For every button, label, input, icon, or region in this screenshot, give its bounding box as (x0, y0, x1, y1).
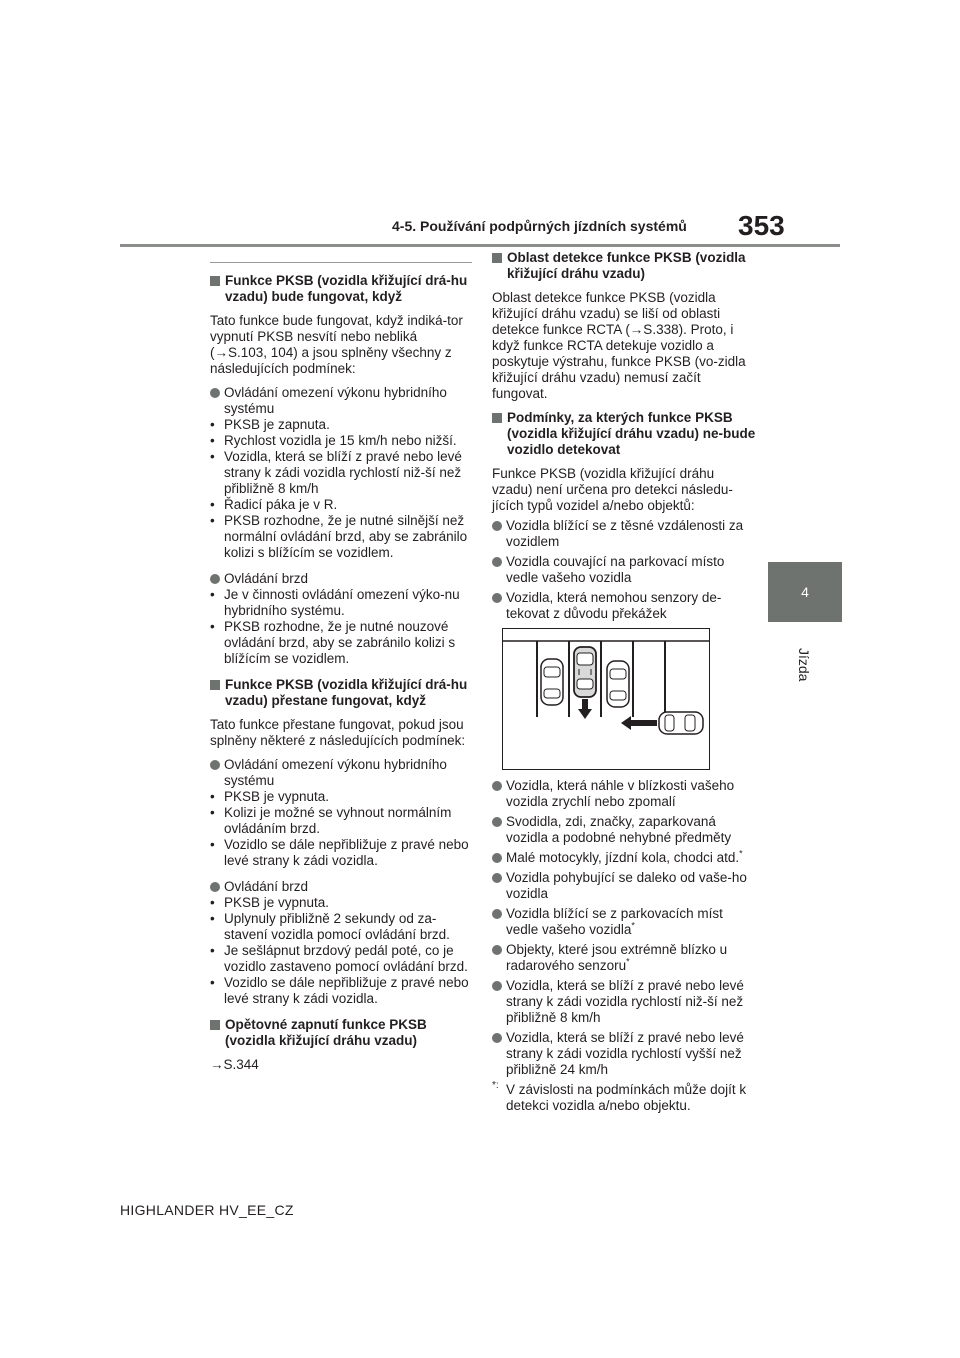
bullet-icon: • (210, 805, 215, 820)
arrow-down-icon (578, 699, 592, 719)
square-bullet-icon (210, 1020, 220, 1030)
circle-bullet-icon (210, 882, 220, 892)
sub-item (210, 449, 472, 497)
list-item (492, 978, 758, 1026)
sub-item-text: PKSB je vypnuta. (224, 789, 330, 804)
list-item-text: Vozidla, která se blíží z pravé nebo levé strany k zádi vozidla rychlostí vyšší než přibližně 24 km/h (506, 1030, 744, 1077)
sub-item (210, 975, 472, 1007)
sub-item-text: PKSB rozhodne, že je nutné nouzové ovládání brzd, aby se zabránilo kolizi s blížícím se vozidlem. (224, 619, 456, 666)
section-heading (210, 677, 472, 709)
list-item (210, 879, 472, 895)
sub-item (210, 837, 472, 869)
condition-group (210, 571, 472, 667)
heading-text: Opětovné zapnutí funkce PKSB (vozidla křižující dráhu vzadu) (225, 1017, 427, 1048)
list-item-text: Vozidla couvající na parkovací místo vedle vašeho vozidla (506, 554, 725, 585)
list-item-text: Malé motocykly, jízdní kola, chodci atd. (506, 850, 740, 865)
sub-item-text: Kolizi je možné se vyhnout normálním ovládáním brzd. (224, 805, 452, 836)
sub-item-text: Řadicí páka je v R. (224, 497, 338, 512)
paragraph: Tato funkce přestane fungovat, pokud jsou splněny některé z následujících podmínek: (210, 717, 466, 748)
sub-item-text: Je v činnosti ovládání omezení výko-nu hybridního systému. (224, 587, 460, 618)
list-item (492, 814, 758, 846)
list-item (492, 554, 758, 586)
list-item (492, 870, 758, 902)
parking-illustration (502, 628, 710, 770)
list-item-text: Ovládání omezení výkonu hybridního systému (224, 757, 447, 788)
sub-item-text: Vozidla, která se blíží z pravé nebo levé strany k zádi vozidla rychlostí niž-ší než přibližně 8 km/h (224, 449, 462, 496)
condition-group (210, 757, 472, 869)
bullet-icon: • (210, 513, 215, 528)
sub-item (210, 619, 472, 667)
footer-model: HIGHLANDER HV_EE_CZ (120, 1202, 294, 1218)
square-bullet-icon (210, 680, 220, 690)
header-rule (120, 244, 840, 247)
footnote-mark: *: (492, 1080, 499, 1091)
paragraph: Oblast detekce funkce PKSB (vozidla křižující dráhu vzadu) se liší od oblasti detekce funkce RCTA (→S.338). Proto, i když funkce RCTA detekuje vozidlo a poskytuje výstrahu, funkce PKSB (vo-zidla křižující dráhu vzadu) nemusí začít fungovat. (492, 290, 746, 401)
bullet-icon: • (210, 619, 215, 634)
list-item (210, 385, 472, 417)
heading-rule (210, 262, 472, 263)
circle-bullet-icon (210, 574, 220, 584)
condition-group (210, 385, 472, 561)
list-item-text: Objekty, které jsou extrémně blízko u radarového senzoru (506, 942, 728, 973)
list-item (492, 1030, 758, 1078)
list-item-text: Ovládání brzd (224, 571, 309, 586)
footnote-marker: * (739, 848, 743, 859)
bullet-icon: • (210, 911, 215, 926)
bullet-icon: • (210, 417, 215, 432)
sub-item (210, 513, 472, 561)
sub-item-text: PKSB rozhodne, že je nutné silnější než normální ovládání brzd, aby se zabránilo kolizi s blížícím se vozidlem. (224, 513, 468, 560)
parked-car-icon (607, 661, 629, 707)
sub-item (210, 497, 472, 513)
list-item (492, 850, 758, 866)
heading-text: Funkce PKSB (vozidla křižující drá-hu vzadu) přestane fungovat, když (225, 677, 468, 708)
own-vehicle-icon (574, 647, 596, 697)
bullet-icon: • (210, 449, 215, 464)
approaching-car-icon (659, 712, 703, 734)
sub-item-text: Vozidlo se dále nepřibližuje z pravé nebo levé strany k zádi vozidla. (224, 975, 469, 1006)
list-item-text: Vozidla blížící se z těsné vzdálenosti za vozidlem (506, 518, 744, 549)
circle-bullet-icon (492, 593, 502, 603)
sub-item (210, 789, 472, 805)
left-column (210, 262, 472, 1081)
list-item (492, 906, 758, 938)
arrow-left-icon (621, 716, 657, 730)
page-number: 353 (738, 210, 785, 241)
list-item-text: Ovládání brzd (224, 879, 309, 894)
condition-group (210, 879, 472, 1007)
square-bullet-icon (492, 253, 502, 263)
sub-item-text: PKSB je vypnuta. (224, 895, 330, 910)
bullet-icon: • (210, 975, 215, 990)
circle-bullet-icon (492, 909, 502, 919)
chapter-tab: 4 (768, 562, 842, 622)
list-item-text: Vozidla pohybující se daleko od vaše-ho vozidla (506, 870, 747, 901)
sub-item (210, 805, 472, 837)
bullet-icon: • (210, 497, 215, 512)
bullet-icon: • (210, 895, 215, 910)
circle-bullet-icon (492, 781, 502, 791)
sub-item (210, 943, 472, 975)
list-item (210, 757, 472, 789)
bullet-icon: • (210, 789, 215, 804)
section-title: 4-5. Používání podpůrných jízdních systémů (392, 218, 687, 234)
section-heading (492, 250, 758, 282)
list-item (492, 518, 758, 550)
list-item-text: Ovládání omezení výkonu hybridního systému (224, 385, 447, 416)
list-item-text: Vozidla blížící se z parkovacích míst vedle vašeho vozidla (506, 906, 723, 937)
footnote-marker: * (626, 956, 630, 967)
list-item (210, 571, 472, 587)
circle-bullet-icon (492, 1033, 502, 1043)
list-item-text: Vozidla, která nemohou senzory de-tekovat z důvodu překážek (506, 590, 722, 621)
list-item-text: Vozidla, která náhle v blízkosti vašeho vozidla zrychlí nebo zpomalí (506, 778, 735, 809)
list-item (492, 942, 758, 974)
parked-car-icon (541, 659, 563, 705)
paragraph: Tato funkce bude fungovat, když indiká-tor vypnutí PKSB nesvítí nebo nebliká (→S.103, 104) a jsou splněny všechny z následujících podmínek: (210, 313, 463, 376)
square-bullet-icon (492, 413, 502, 423)
footnote-marker: * (631, 920, 635, 931)
page-reference: →S.344 (210, 1057, 259, 1072)
sub-item (210, 433, 472, 449)
section-heading (492, 410, 758, 458)
bullet-icon: • (210, 837, 215, 852)
list-item (492, 590, 758, 622)
circle-bullet-icon (492, 521, 502, 531)
bullet-icon: • (210, 587, 215, 602)
circle-bullet-icon (492, 981, 502, 991)
sub-item-text: Rychlost vozidla je 15 km/h nebo nižší. (224, 433, 457, 448)
circle-bullet-icon (492, 557, 502, 567)
list-item-text: Vozidla, která se blíží z pravé nebo levé strany k zádi vozidla rychlostí niž-ší než přibližně 8 km/h (506, 978, 744, 1025)
sub-item (210, 911, 472, 943)
paragraph: Funkce PKSB (vozidla křižující dráhu vzadu) není určena pro detekci následu-jících typů vozidel a/nebo objektů: (492, 466, 733, 513)
bullet-icon: • (210, 433, 215, 448)
sub-item (210, 587, 472, 619)
sub-item-text: Vozidlo se dále nepřibližuje z pravé nebo levé strany k zádi vozidla. (224, 837, 469, 868)
sub-item-text: Uplynuly přibližně 2 sekundy od za-stavení vozidla pomocí ovládání brzd. (224, 911, 450, 942)
section-heading (210, 1017, 472, 1049)
heading-text: Funkce PKSB (vozidla křižující drá-hu vzadu) bude fungovat, když (225, 273, 468, 304)
circle-bullet-icon (492, 873, 502, 883)
parking-diagram-svg (503, 629, 709, 769)
footnote-text: V závislosti na podmínkách může dojít k detekci vozidla a/nebo objektu. (506, 1082, 747, 1113)
list-item-text: Svodidla, zdi, značky, zaparkovaná vozidla a podobné nehybné předměty (506, 814, 732, 845)
circle-bullet-icon (210, 760, 220, 770)
circle-bullet-icon (492, 817, 502, 827)
sub-item (210, 895, 472, 911)
section-heading (210, 273, 472, 305)
right-column (492, 250, 758, 1114)
circle-bullet-icon (210, 388, 220, 398)
bullet-icon: • (210, 943, 215, 958)
circle-bullet-icon (492, 853, 502, 863)
sub-item (210, 417, 472, 433)
sub-item-text: PKSB je zapnuta. (224, 417, 330, 432)
heading-text: Oblast detekce funkce PKSB (vozidla křižující dráhu vzadu) (507, 250, 746, 281)
footnote (492, 1082, 758, 1114)
chapter-label: Jízda (796, 648, 812, 682)
circle-bullet-icon (492, 945, 502, 955)
heading-text: Podmínky, za kterých funkce PKSB (vozidla křižující dráhu vzadu) ne-bude vozidlo detekovat (507, 410, 756, 457)
sub-item-text: Je sešlápnut brzdový pedál poté, co je vozidlo zastaveno pomocí ovládání brzd. (224, 943, 468, 974)
list-item (492, 778, 758, 810)
square-bullet-icon (210, 276, 220, 286)
